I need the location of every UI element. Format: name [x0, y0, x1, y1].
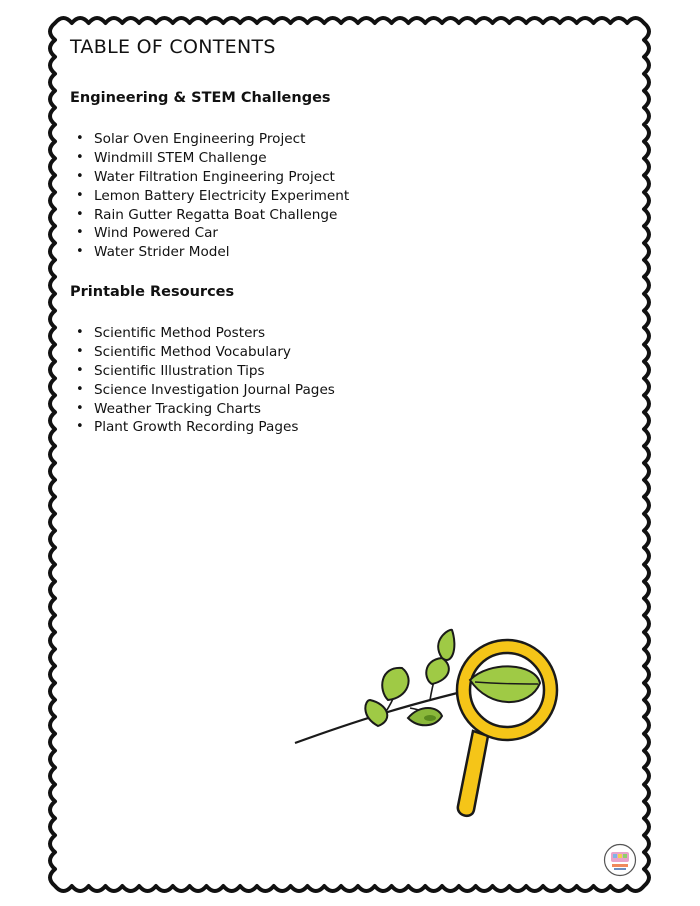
list-item-label: Weather Tracking Charts — [94, 400, 261, 417]
bullet-dot-icon: • — [76, 149, 84, 165]
bullet-dot-icon: • — [76, 325, 84, 340]
list-item-label: Solar Oven Engineering Project — [94, 131, 306, 147]
list-item-label: Windmill STEM Challenge — [94, 149, 267, 166]
list-item — [76, 243, 349, 262]
bullet-dot-icon: • — [76, 225, 84, 241]
list-item-label: Scientific Method Vocabulary — [94, 343, 291, 360]
list-item-label: Scientific Illustration Tips — [94, 362, 265, 379]
page-title: TABLE OF CONTENTS — [70, 36, 276, 58]
list-item — [76, 343, 335, 362]
list-item — [76, 418, 335, 437]
list-item-label: Rain Gutter Regatta Boat Challenge — [94, 206, 338, 223]
section-heading-printables: Printable Resources — [70, 284, 235, 300]
list-item-label: Wind Powered Car — [94, 225, 219, 242]
list-item — [76, 206, 349, 225]
publisher-logo-icon — [603, 843, 637, 877]
list-item-label: Science Investigation Journal Pages — [94, 381, 335, 398]
list-item-label: Plant Growth Recording Pages — [94, 419, 299, 436]
bullet-dot-icon: • — [76, 381, 84, 397]
bullet-dot-icon: • — [76, 343, 84, 359]
list-item — [76, 130, 349, 149]
bullet-dot-icon: • — [76, 244, 84, 260]
bullet-dot-icon: • — [76, 362, 84, 378]
bullet-dot-icon: • — [76, 187, 84, 203]
list-item-label: Lemon Battery Electricity Experiment — [94, 187, 350, 204]
bullet-dot-icon: • — [76, 400, 84, 416]
bullet-dot-icon: • — [76, 168, 84, 184]
bullet-dot-icon: • — [76, 131, 84, 146]
list-item-label: Water Filtration Engineering Project — [94, 168, 335, 185]
list-item — [76, 149, 349, 168]
section-heading-engineering: Engineering & STEM Challenges — [70, 90, 331, 106]
magnifying-glass-leaf-icon — [290, 628, 575, 828]
list-item — [76, 168, 349, 187]
list-item — [76, 400, 335, 419]
bullet-dot-icon: • — [76, 206, 84, 222]
list-item — [76, 324, 335, 343]
printables-list — [76, 324, 335, 437]
list-item — [76, 224, 349, 243]
engineering-list — [76, 130, 349, 262]
list-item — [76, 362, 335, 381]
list-item-label: Water Strider Model — [94, 244, 230, 261]
list-item-label: Scientific Method Posters — [94, 325, 266, 341]
list-item — [76, 187, 349, 206]
list-item — [76, 381, 335, 400]
bullet-dot-icon: • — [76, 419, 84, 435]
